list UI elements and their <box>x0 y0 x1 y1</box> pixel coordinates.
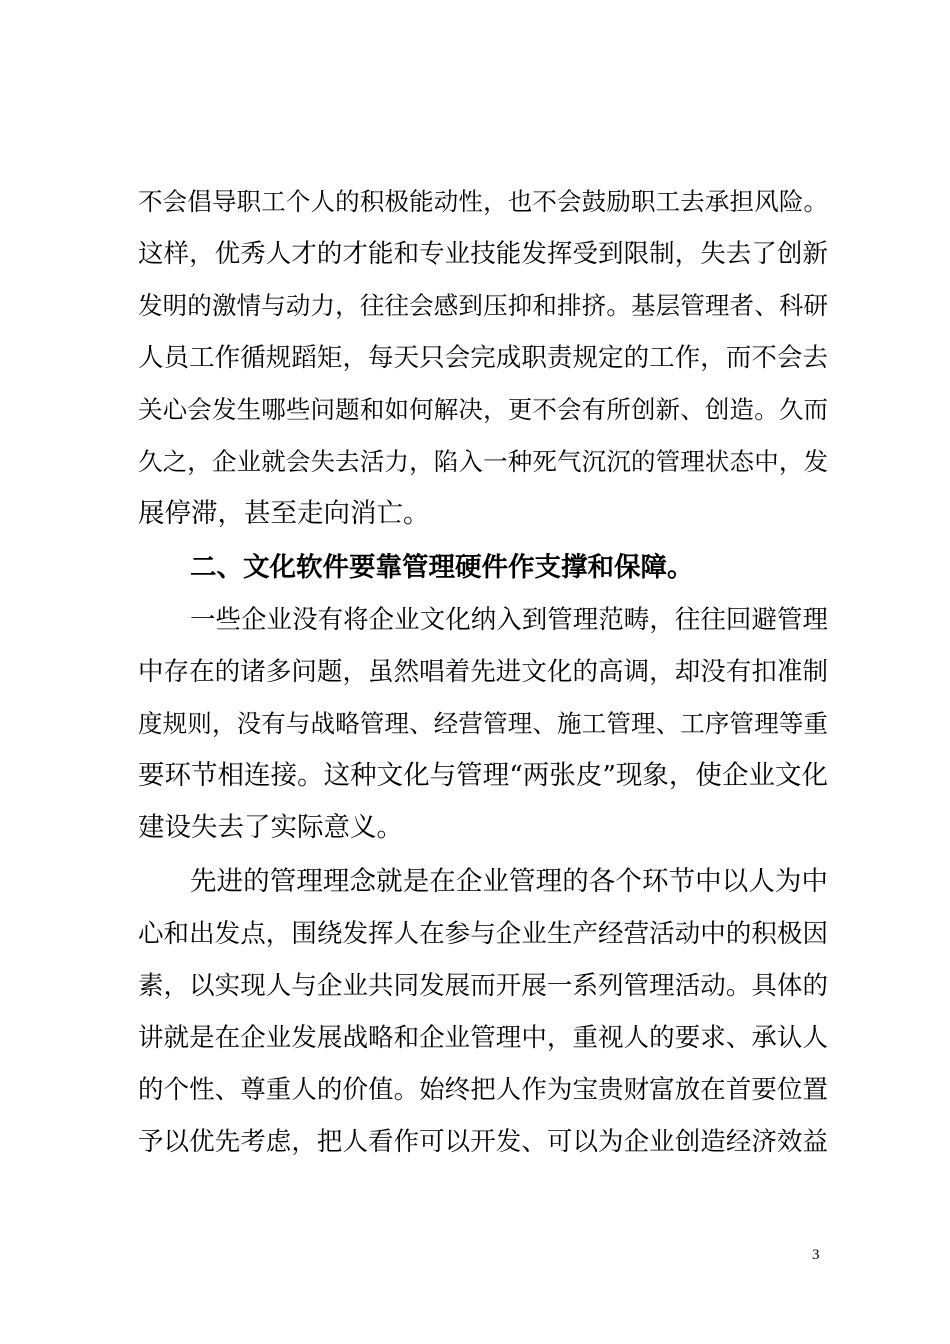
paragraph-line: 的个性、尊重人的价值。始终把人作为宝贵财富放在首要位置 <box>138 1075 828 1105</box>
paragraph-line: 讲就是在企业发展战略和企业管理中，重视人的要求、承认人 <box>138 1023 828 1053</box>
paragraph-line: 关心会发生哪些问题和如何解决，更不会有所创新、创造。久而 <box>138 395 828 424</box>
paragraph-line: 要环节相连接。这种文化与管理“两张皮”现象，使企业文化 <box>138 760 828 791</box>
paragraph-line: 心和出发点，围绕发挥人在参与企业生产经营活动中的积极因 <box>138 919 828 949</box>
paragraph-line: 中存在的诸多问题，虽然唱着先进文化的高调，却没有扣准制 <box>138 657 828 687</box>
paragraph-line: 这样，优秀人才的才能和专业技能发挥受到限制，失去了创新 <box>138 239 828 269</box>
paragraph-line: 展停滞，甚至走向消亡。 <box>138 498 430 529</box>
paragraph-line: 予以优先考虑，把人看作可以开发、可以为企业创造经济效益 <box>138 1127 828 1157</box>
paragraph-line: 素，以实现人与企业共同发展而开展一系列管理活动。具体的 <box>138 971 828 1001</box>
paragraph-line: 度规则，没有与战略管理、经营管理、施工管理、工序管理等重 <box>138 709 828 738</box>
paragraph-line: 人员工作循规蹈矩，每天只会完成职责规定的工作，而不会去 <box>138 343 828 373</box>
paragraph-line: 先进的管理理念就是在企业管理的各个环节中以人为中 <box>190 866 828 897</box>
section-heading: 二、文化软件要靠管理硬件作支撑和保障。 <box>190 552 694 583</box>
paragraph-line: 久之，企业就会失去活力，陷入一种死气沉沉的管理状态中，发 <box>138 447 828 476</box>
paragraph-line: 发明的激情与动力，往往会感到压抑和排挤。基层管理者、科研 <box>138 291 828 320</box>
paragraph-line: 不会倡导职工个人的积极能动性，也不会鼓励职工去承担风险。 <box>138 187 828 216</box>
page-number: 3 <box>812 1247 820 1263</box>
paragraph-line: 建设失去了实际意义。 <box>138 812 403 843</box>
paragraph-line: 一些企业没有将企业文化纳入到管理范畴，往往回避管理 <box>190 605 828 635</box>
